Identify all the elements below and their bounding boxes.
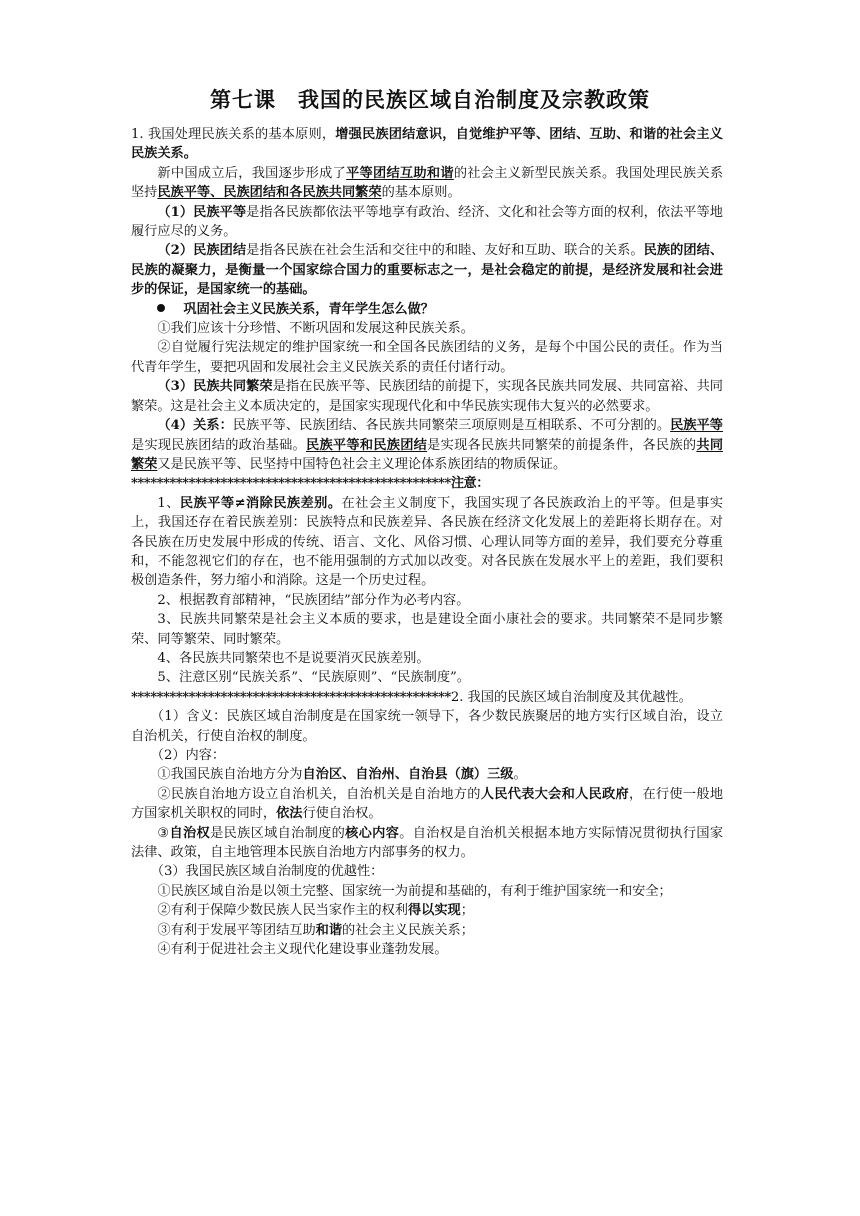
note-1: 1、民族平等≠消除民族差别。在社会主义制度下，我国实现了各民族政治上的平等。但是事实上，我国还存在着民族差别：民族特点和民族差异、各民族在经济文化发展上的差距将长期存在。对各民族在历史发展中形成的传统、语言、文化、风俗习惯、心理认同等方面的差异，我们要充分尊重和，不能忽视它们的存在，也不能用强制的方式加以改变。对各民族在发展水平上的差距，我们要积极创造条件，努力缩小和消除。这是一个历史过程。 [131,495,724,589]
title-topic: 我国的民族区域自治制度及宗教政策 [298,88,650,112]
content-3: ③自治权是民族区域自治制度的核心内容。自治权是自治机关根据本地方实际情况贯彻执行国家法律、政策，自主地管理本民族自治地方内部事务的权力。 [131,825,724,861]
note-separator: **************************************************注意： [131,476,489,492]
note-label: 注意： [450,476,489,492]
note-4: 4、各民族共同繁荣也不是说要消灭民族差别。 [157,650,430,666]
advantage-3: ③有利于发展平等团结互助和谐的社会主义民族关系； [157,922,474,938]
content-1: ①我国民族自治地方分为自治区、自治州、自治县（旗）三级。 [157,767,527,783]
note-2: 2、根据教育部精神，“民族团结”部分作为必考内容。 [157,592,470,608]
answer-1: ①我们应该十分珍惜、不断巩固和发展这种民族关系。 [157,321,474,337]
section2-heading: **************************************************2. 我国的民族区域自治制度及其优越性。 [131,689,692,705]
section2-definition: （1）含义：民族区域自治制度是在国家统一领导下，各少数民族聚居的地方实行区域自治，设立自治机关，行使自治权的制度。 [131,709,723,744]
advantage-4: ④有利于促进社会主义现代化建设事业蓬勃发展。 [157,942,448,958]
question-item: 巩固社会主义民族关系，青年学生怎么做？ [131,300,723,319]
principle-equality: （1）民族平等是指各民族都依法平等地享有政治、经济、文化和社会等方面的权利，依法平等地履行应尽的义务。 [131,204,723,240]
principle-unity: （2）民族团结是指各民族在社会生活和交往中的和睦、友好和互助、联合的关系。民族的团结、民族的凝聚力，是衡量一个国家综合国力的重要标志之一，是社会稳定的前提，是经济发展和社会进步的保证，是国家统一的基础。 [131,243,724,298]
section2-content-label: （2）内容： [150,748,226,763]
advantage-1: ①民族区域自治是以领土完整、国家统一为前提和基础的，有利于维护国家统一和安全； [157,883,672,899]
section1-para1: 新中国成立后，我国逐步形成了平等团结互助和谐的社会主义新型民族关系。我国处理民族关系坚持民族平等、民族团结和各民族共同繁荣的基本原则。 [131,165,724,201]
page-title [0,84,860,114]
principle-prosperity: （3）民族共同繁荣是指在民族平等、民族团结的前提下，实现各民族共同发展、共同富裕、共同繁荣。这是社会主义本质决定的，是国家实现现代化和中华民族实现伟大复兴的必然要求。 [131,379,723,414]
principle-relation: （4）关系：民族平等、民族团结、各民族共同繁荣三项原则是互相联系、不可分割的。民族平等是实现民族团结的政治基础。民族平等和民族团结是实现各民族共同繁荣的前提条件，各民族的共同繁荣又是民族平等、民坚持中国特色社会主义理论体系族团结的物质保证。 [131,418,724,472]
title-lesson: 第七课 [210,88,276,112]
advantage-2: ②有利于保障少数民族人民当家作主的权利得以实现； [157,903,474,919]
answer-2: ②自觉履行宪法规定的维护国家统一和全国各民族团结的义务，是每个中国公民的责任。作为当代青年学生，要把巩固和发展社会主义民族关系的责任付诸行动。 [131,340,723,375]
document-body [131,125,723,959]
section2-advantage-label: （3）我国民族区域自治制度的优越性： [150,864,384,880]
note-5: 5、注意区别“民族关系”、“民族原则”、“民族制度”。 [157,670,470,686]
content-2: ②民族自治地方设立自治机关，自治机关是自治地方的人民代表大会和人民政府，在行使一般地方国家机关职权的同时，依法行使自治权。 [131,786,724,822]
section2-separator: ************************************************** [131,689,451,705]
note-3: 3、民族共同繁荣是社会主义本质的要求，也是建设全面小康社会的要求。共同繁荣不是同步繁荣、同等繁荣、同时繁荣。 [131,612,723,647]
bullet-icon [157,304,165,312]
section1-heading: 1. 我国处理民族关系的基本原则，增强民族团结意识，自觉维护平等、团结、互助、和谐的社会主义民族关系。 [131,127,723,162]
